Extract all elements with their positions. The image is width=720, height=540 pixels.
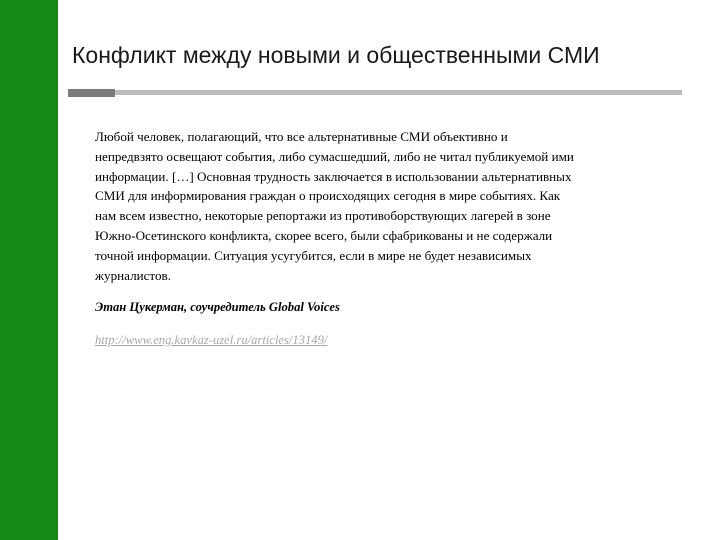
- quote-line: журналистов.: [95, 267, 171, 283]
- title-divider-light-segment: [115, 90, 682, 95]
- quote-line: информации. […] Основная трудность заключается в использовании альтернативных: [95, 168, 572, 184]
- quote-line: Южно-Осетинского конфликта, скорее всего, были сфабрикованы и не содержали: [95, 227, 553, 243]
- quote-line: СМИ для информирования граждан о происходящих сегодня в мире событиях. Как: [95, 188, 561, 204]
- quote-text: [95, 127, 691, 285]
- quote-line: точной информации. Ситуация усугубится, если в мире не будет независимых: [95, 247, 532, 263]
- quote-line: нам всем известно, некоторые репортажи из противоборствующих лагерей в зоне: [95, 208, 551, 224]
- quote-line: Любой человек, полагающий, что все альтернативные СМИ объективно и: [95, 129, 508, 144]
- title-divider-dark-segment: [68, 89, 115, 97]
- title-divider: [68, 89, 682, 97]
- left-accent-bar: [0, 0, 58, 540]
- quote-author: Этан Цукерман, соучредитель Global Voices: [95, 300, 340, 314]
- quote-line: непредвзято освещают события, либо сумасшедший, либо не читал публикуемой ими: [95, 148, 574, 164]
- source-link[interactable]: http://www.eng.kavkaz-uzel.ru/articles/13149/: [95, 333, 328, 347]
- slide-title: Конфликт между новыми и общественными СМИ: [72, 42, 600, 68]
